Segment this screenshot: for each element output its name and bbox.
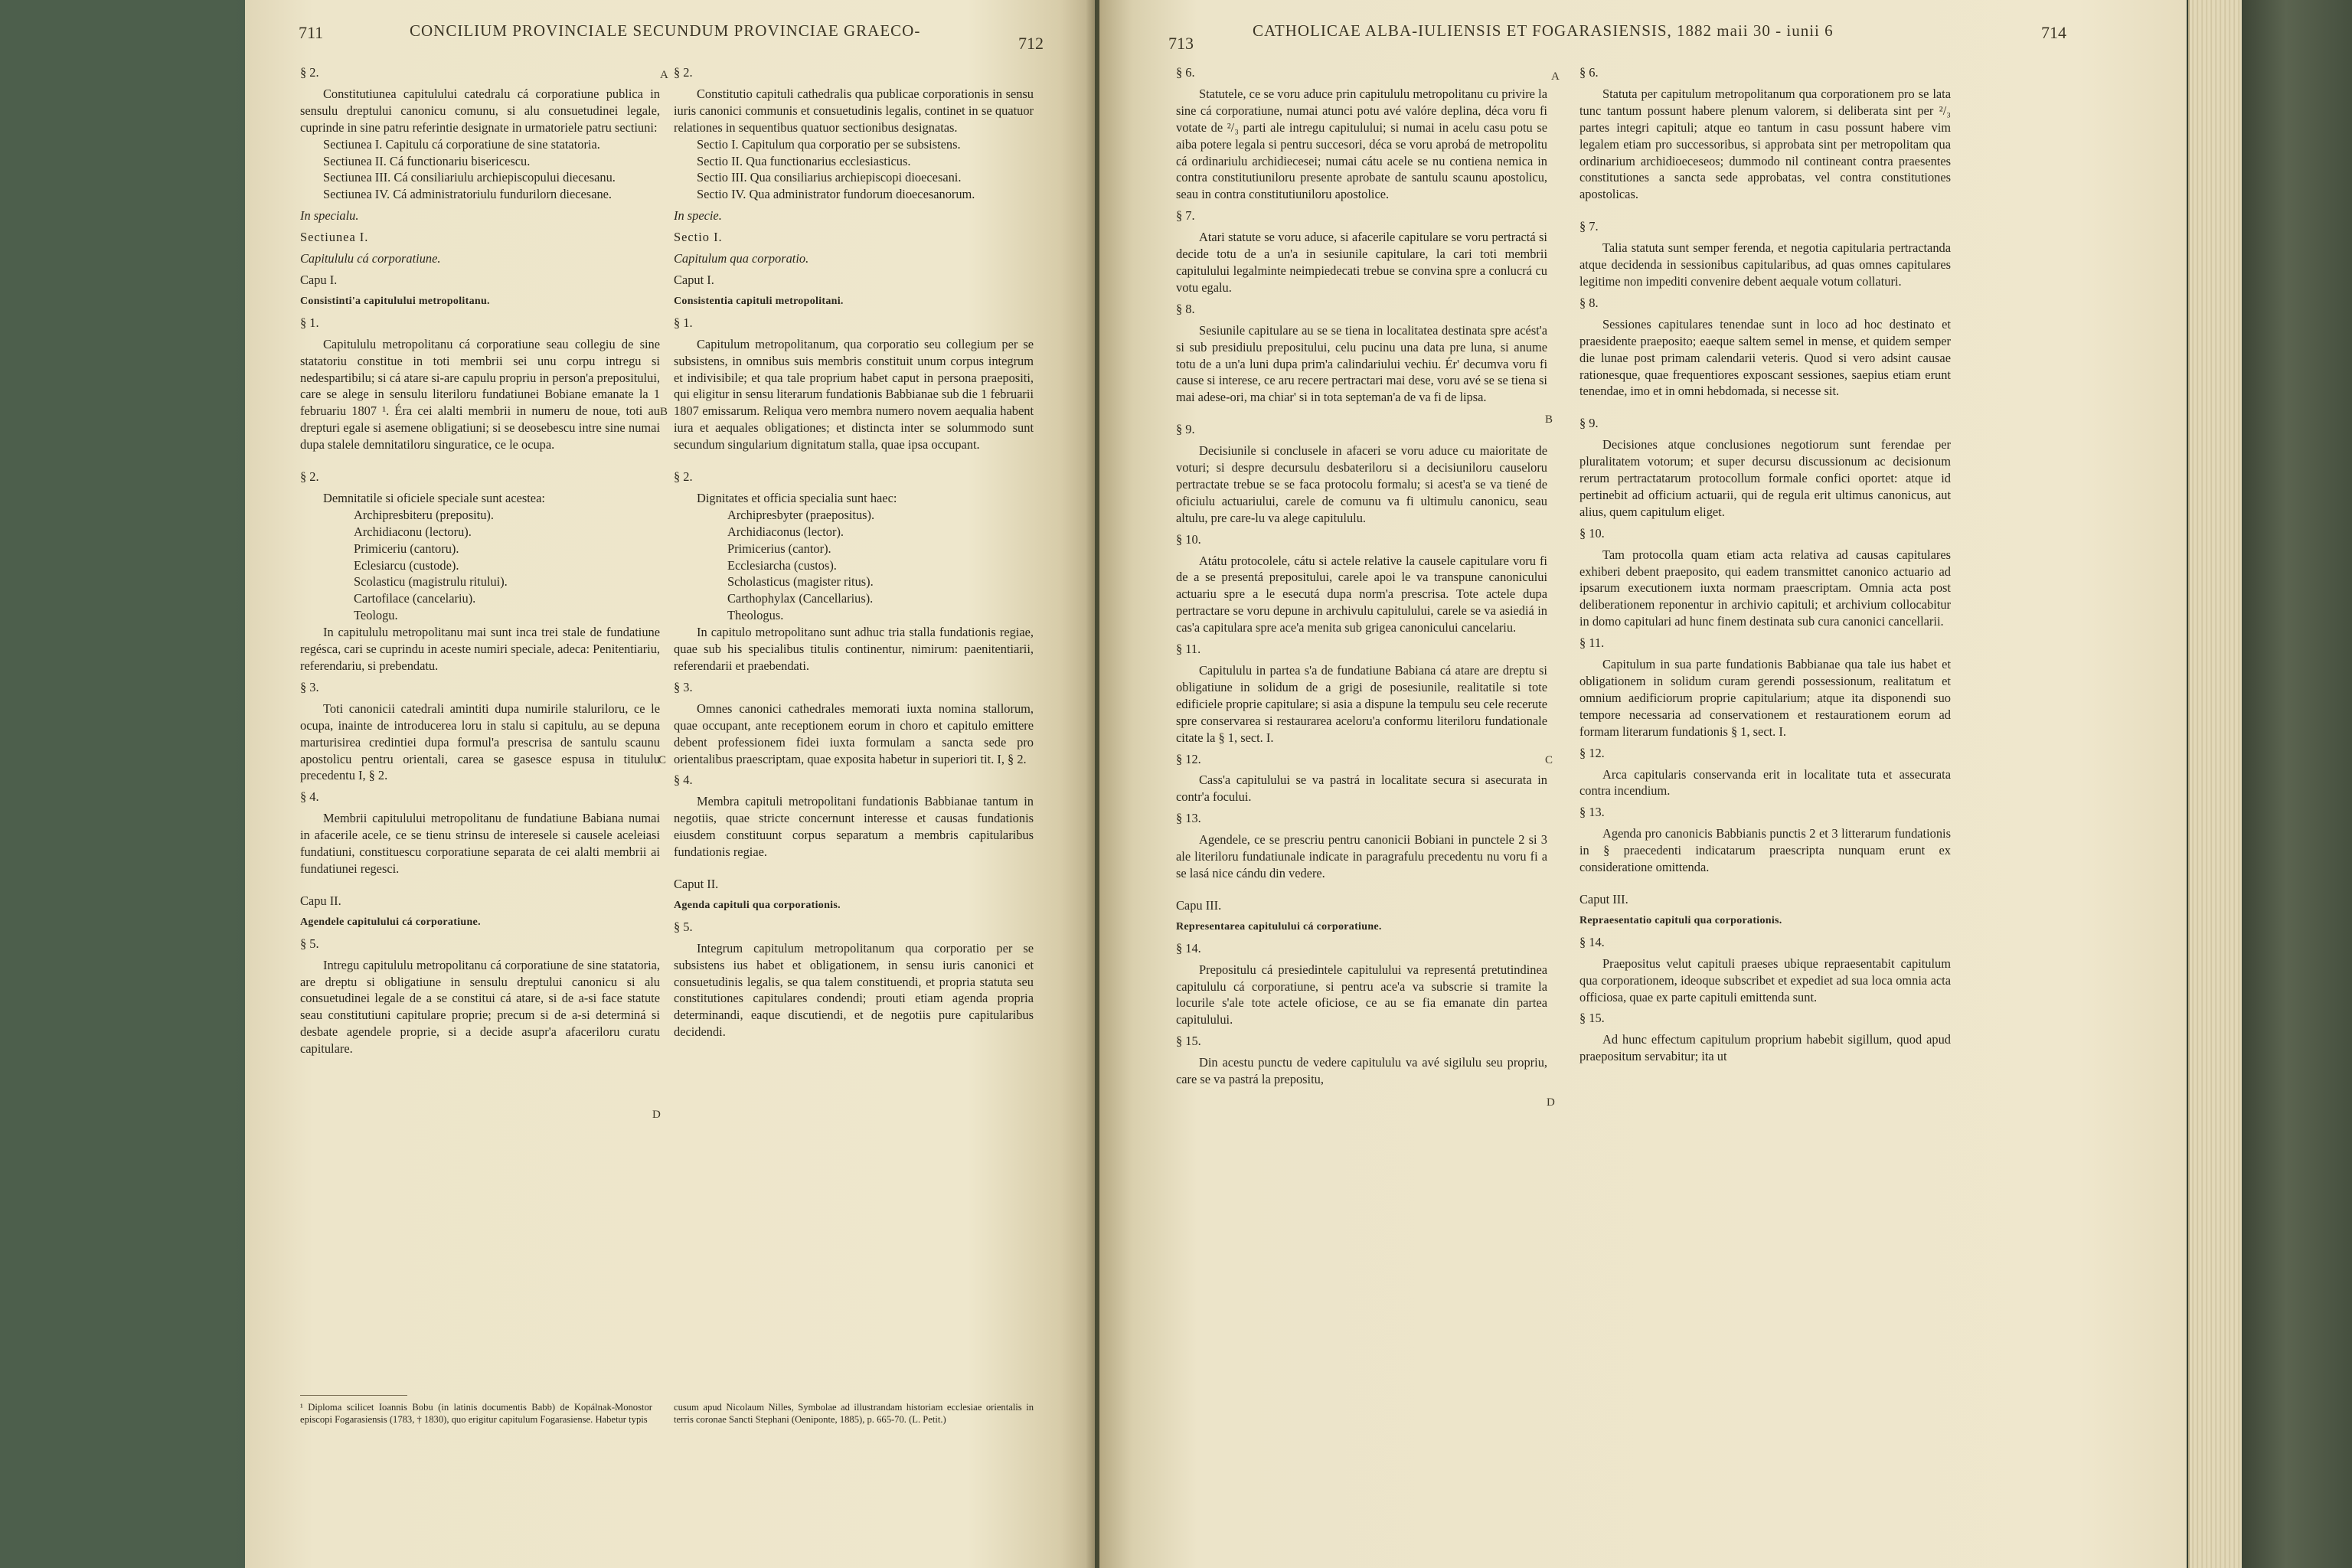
section-heading: § 3. xyxy=(674,679,693,694)
section-heading: § 15. xyxy=(1176,1034,1201,1049)
chapter-subtitle: Agendele capitulului cá corporatiune. xyxy=(300,916,481,928)
list-item: Theologus. xyxy=(727,608,784,623)
paragraph: Sectio II. Qua functionarius ecclesiasticus. xyxy=(697,153,911,168)
paragraph: Sectio IV. Qua administrator fundorum dioecesanorum. xyxy=(697,187,975,202)
paragraph: Sectiunea III. Cá consiliariulu archiepiscopului diecesanu. xyxy=(323,170,616,185)
paragraph: Omnes canonici cathedrales memorati iuxta nomina stallorum, quae occupant, ante receptionem eorum in choro et capitulo emittere debent professionem fidei iuxta formulam a sancta sede pro orientalibus praescriptam, quae exposita habetur in superiori tit. I, § 2. xyxy=(674,701,1034,766)
section-heading: § 14. xyxy=(1176,940,1201,956)
section-heading: § 8. xyxy=(1176,301,1195,316)
section-heading: Caput II. xyxy=(674,876,719,891)
margin-letter-b: B xyxy=(660,406,668,418)
section-heading: Caput III. xyxy=(1579,891,1628,906)
page-number-712: 712 xyxy=(1018,34,1044,53)
paragraph: Sesiunile capitulare au se se tiena in localitatea destinata spre acést'a si sub presidiulu prepositului, celu pucinu una data pre luna, si anume totu de a un'a luni dupa prim'a calindariului vechiu. Ér' decumva voru fi cause si interese, ce aru recere pertractari mai dese, voru avé se se tiena si mai adese-ori, ma chiar' si in tota septeman'a de va fi de lipsa. xyxy=(1176,322,1547,405)
list-item: Ecclesiarcha (custos). xyxy=(727,557,837,573)
paragraph: Sessiones capitulares tenendae sunt in loco ad hoc destinato et praesidente praeposito; eaeque saltem semel in mense, et quidem semper die lunae post primam calendarii veteris. Quod si vero adsint causae rationesque, quae frequentiores exposcant sessiones, saepius etiam erunt tenendae, imo et in omni hebdomada, si necesse sit. xyxy=(1579,316,1951,399)
section-heading: § 11. xyxy=(1579,635,1605,651)
section-heading: § 2. xyxy=(674,469,693,485)
section-heading: § 10. xyxy=(1579,525,1605,541)
paragraph: Talia statuta sunt semper ferenda, et negotia capitularia pertractanda atque decidenda in sessionibus capitularibus, ad quas omnes capitulares legitime non impediti convenire debent aequale votum collaturi. xyxy=(1579,240,1951,289)
list-item: Carthophylax (Cancellarius). xyxy=(727,591,874,606)
spacer xyxy=(1176,882,1547,893)
chapter-subtitle: Representarea capitulului cá corporatiune. xyxy=(1176,920,1382,933)
paragraph: Demnitatile si oficiele speciale sunt acestea: xyxy=(323,490,545,505)
paragraph: Tam protocolla quam etiam acta relativa ad causas capitulares exhiberi debent praeposito, qui eadem transmittet canonico actuario ad ipsarum executionem iuxta normam praescriptam. Omnia acta post deliberationem reponentur in archivio capituli; et archivium collocabitur in domo capitulari ad hunc finem destinata sub cura canonici cancellarii. xyxy=(1579,547,1951,629)
paragraph: In capitulo metropolitano sunt adhuc tria stalla fundationis regiae, quae sub his specialibus titulis continentur, nimirum: paenitentiarii, referendarii et praebendati. xyxy=(674,625,1034,673)
paragraph: Ad hunc effectum capitulum proprium habebit sigillum, quod apud praepositum servabitur; ita ut xyxy=(1579,1032,1951,1064)
page-edges xyxy=(2188,0,2243,1568)
section-heading: § 14. xyxy=(1579,934,1605,949)
section-heading: § 2. xyxy=(300,469,319,485)
section-heading: Capu I. xyxy=(300,272,338,287)
section-title: Sectio I. xyxy=(674,230,723,245)
paragraph: Constitutiunea capitulului catedralu cá corporatiune publica in sensulu dreptului canonicu comunu, si alu consuetudinei legale, cuprinde in sine patru referintie designate in urmatoriele patru sectiuni: xyxy=(300,86,660,135)
page-number-711: 711 xyxy=(299,23,324,42)
section-heading: § 5. xyxy=(300,936,319,951)
list-item: Eclesiarcu (custode). xyxy=(354,557,459,573)
section-heading: § 8. xyxy=(1579,295,1599,310)
section-heading: Capu III. xyxy=(1176,897,1222,913)
paragraph: Agenda pro canonicis Babbianis punctis 2 et 3 litterarum fundationis in § praecedenti indicatarum praescripta nunquam erunt ex consideratione omittenda. xyxy=(1579,826,1951,875)
left-page-romanian-column xyxy=(300,60,660,1057)
section-heading: § 6. xyxy=(1176,65,1195,80)
running-header-left: CONCILIUM PROVINCIALE SECUNDUM PROVINCIAE GRAECO- xyxy=(410,21,921,40)
footnote-right: cusum apud Nicolaum Nilles, Symbolae ad illustrandam historiam ecclesiae orientalis in terris coronae Sancti Stephani (Oeniponte, 1885), p. 665-70. (L. Petit.) xyxy=(674,1402,1034,1425)
section-heading: § 6. xyxy=(1579,65,1599,80)
right-page xyxy=(1099,0,2187,1568)
list-item: Scolasticu (magistrulu ritului). xyxy=(354,574,508,590)
paragraph: Statutele, ce se voru aduce prin capitululu metropolitanu cu privire la sine cá corporatiune, numai atunci potu avé valóre deplina, déca voru fi votate de ²/₃ parti ale intregu capitulului; si numai in acelu casu potu se aiba potere legala si pentru succesori, déca se voru aprobá de metropolitu cá ordinariulu archidiecesei; numai cátu acele se nu contiena nemica in contra constitutiuniloru presente aprobate de santulu scaunu apostolicu, seau in contra constitutiuniloru apostolice. xyxy=(1176,86,1547,202)
margin-letter-d: D xyxy=(1547,1096,1555,1109)
spacer xyxy=(1579,876,1951,887)
list-item: Primicerius (cantor). xyxy=(727,541,831,556)
paragraph: Integrum capitulum metropolitanum qua corporatio per se subsistens ius habet et obligationem, in sensu iuris canonici et consuetudinis legalis, se qua talem constituendi, et propria statuta seu constitutiones capitulares condendi; prouti etiam agenda propria determinandi, eaque discutiendi, et de negotiis pure capitularibus decidendi. xyxy=(674,940,1034,1040)
paragraph: Atari statute se voru aduce, si afacerile capitulare se voru pertractá si decide totu de a un'a in sesiunile capitulare, la cari toti membrii capitulului legalminte neimpiedecati trebue se convina spre a conlucrá cu votu egalu. xyxy=(1176,230,1547,295)
section-heading: § 4. xyxy=(300,789,319,805)
spacer xyxy=(300,453,660,464)
section-title: Sectiunea I. xyxy=(300,230,369,245)
spacer xyxy=(674,453,1034,464)
section-heading: § 4. xyxy=(674,773,693,788)
left-page xyxy=(245,0,1095,1568)
paragraph: Agendele, ce se prescriu pentru canonicii Bobiani in punctele 2 si 3 ale literiloru fundatiunale indicate in paragrafulu precedentu nu voru fi a se lasá nice cándu din vedere. xyxy=(1176,832,1547,880)
paragraph: Capitulum metropolitanum, qua corporatio seu collegium per se subsistens, in omnibus suis membris constituit unum corpus integrum et indivisibile; et qua tale proprium habet caput in persona praepositi, qui eligitur in sensu literarum fundationis Babbianae sub die 1 februarii 1807 emissarum. Reliqua vero membra numero novem aequalia habent iura et aequales obligationes; et distincta inter se solummodo sunt secundum singularium dignitatum stalla, quae ipsa occupant. xyxy=(674,336,1034,452)
section-heading: § 13. xyxy=(1176,811,1201,826)
paragraph: Toti canonicii catedrali amintiti dupa numirile staluriloru, ce le ocupa, inainte de introducerea loru in stalu si capitulu, au se depuna marturisirea credintiei dupa formul'a prescrisa de santulu scaunu apostolicu pentru orientali, carea se gasesce espusa in titululu precedentu I, § 2. xyxy=(300,701,660,783)
list-item: Archidiaconu (lectoru). xyxy=(354,524,472,539)
book-cover-board xyxy=(2242,0,2352,1568)
list-item: Archidiaconus (lector). xyxy=(727,524,844,539)
paragraph: Sectiunea II. Cá functionariu bisericescu. xyxy=(323,153,531,168)
margin-letter-d: D xyxy=(652,1109,661,1121)
section-heading: § 11. xyxy=(1176,642,1201,657)
section-heading: Capu II. xyxy=(300,893,341,908)
paragraph: Decisiones atque conclusiones negotiorum sunt ferendae per pluralitatem votorum; et super decursu discussionum ac decisionum rerum pertractatarum protocollum formale confici oportet: atque id pertinebit ad officium actuarii, qui de regula erit ultimus canonicus, aut alius, quem capitulum eliget. xyxy=(1579,437,1951,519)
section-heading: § 2. xyxy=(674,65,693,80)
paragraph: Decisiunile si conclusele in afaceri se voru aduce cu maioritate de voturi; si despre decursulu desbateriloru si a decisiuniloru causeloru pertractate trebue se se faca protocolu formalu; si acest'a se va tiené de oficiulu actuariului, carele de comunu va fi ultimulu canonicu, seau altulu, pre care-lu va alege capitululu. xyxy=(1176,443,1547,525)
paragraph: Arca capitularis conservanda erit in localitate tuta et assecurata contra incendium. xyxy=(1579,766,1951,799)
right-page-latin-column xyxy=(1579,60,1951,1065)
list-item: Primiceriu (cantoru). xyxy=(354,541,459,556)
paragraph: Capitululu in partea s'a de fundatiune Babiana cá atare are dreptu si obligatiune in solidum de a grigi de posesiunile, realitatile si tote edificiele proprie capitulare; si asia a dispune la tempulu seu cele recerute spre conservarea si restaurarea aceloru'a conformu literiloru fundationale citate la § 1, sect. I. xyxy=(1176,663,1547,745)
chapter-subtitle: Repraesentatio capituli qua corporationis. xyxy=(1579,914,1782,926)
section-heading: § 9. xyxy=(1579,416,1599,431)
paragraph: Sectio III. Qua consiliarius archiepiscopi dioecesani. xyxy=(697,170,962,185)
italic-heading: Capitulum qua corporatio. xyxy=(674,251,809,266)
right-page-romanian-column xyxy=(1176,60,1547,1088)
footnote-left: ¹ Diploma scilicet Ioannis Bobu (in latinis documentis Babb) de Kopálnak-Monostor episcopi Fogarasiensis (1783, † 1830), quo erigitur capitulum Fogarasiense. Habetur typis xyxy=(300,1402,652,1425)
paragraph: Membrii capitulului metropolitanu de fundatiune Babiana numai in afacerile acele, ce se tienu strinsu de interesele si causele aceleiasi fundatiuni, constituescu corporatiune separata de cei alalti membrii ai fundatiunei regesci. xyxy=(300,811,660,876)
section-heading: § 1. xyxy=(300,315,319,330)
section-heading: § 9. xyxy=(1176,422,1195,437)
paragraph: Praepositus velut capituli praeses ubique repraesentabit capitulum qua corporationem, ideoque subscribet et expediet ad sua loca omnia acta officiosa, quae ex parte capituli emittenda sunt. xyxy=(1579,956,1951,1004)
section-heading: § 5. xyxy=(674,919,693,934)
paragraph: Sectio I. Capitulum qua corporatio per se subsistens. xyxy=(697,136,961,152)
italic-heading: In specialu. xyxy=(300,208,359,224)
section-heading: § 15. xyxy=(1579,1011,1605,1026)
paragraph: In capitululu metropolitanu mai sunt inca trei stale de fundatiune regésca, cari se cuprindu in aceste numiri speciale, adeca: Penitentiariu, referendariu, si prebendatu. xyxy=(300,625,660,673)
italic-heading: In specie. xyxy=(674,208,722,224)
italic-heading: Capitululu cá corporatiune. xyxy=(300,251,441,266)
section-heading: § 1. xyxy=(674,315,693,330)
paragraph: Constitutio capituli cathedralis qua publicae corporationis in sensu iuris canonici communis et consuetudinis legalis, continet in se quatuor relationes in sequentibus quatuor sectionibus designatas. xyxy=(674,86,1034,135)
list-item: Archipresbiteru (prepositu). xyxy=(354,507,494,522)
margin-letter-c: C xyxy=(1545,754,1553,766)
paragraph: Din acestu punctu de vedere capitululu va avé sigilulu seu propriu, care se va pastrá la prepositu, xyxy=(1176,1055,1547,1087)
page-number-713: 713 xyxy=(1168,34,1194,53)
section-heading: § 7. xyxy=(1176,208,1195,224)
list-item: Cartofilace (cancelariu). xyxy=(354,591,476,606)
running-header-right: CATHOLICAE ALBA-IULIENSIS ET FOGARASIENSIS, 1882 maii 30 - iunii 6 xyxy=(1253,21,1834,40)
paragraph: Capitulum in sua parte fundationis Babbianae qua tale ius habet et obligationem in solidum curam gerendi possessionum, realitatum et omnium aedificiorum proprie capitularium; atque ita disponendi suo tempore necessaria ad conservationem et restaurationem eorum ad formam literarum fundationis § 1, sect. I. xyxy=(1579,657,1951,739)
left-page-latin-column xyxy=(674,60,1034,1040)
section-heading: § 12. xyxy=(1176,751,1201,766)
margin-letter-c: C xyxy=(658,754,667,766)
paragraph: Sectiunea I. Capitulu cá corporatiune de sine statatoria. xyxy=(323,136,600,152)
paragraph: Cass'a capitulului se va pastrá in localitate secura si asecurata in contr'a focului. xyxy=(1176,773,1547,805)
paragraph: Intregu capitululu metropolitanu cá corporatiune de sine statatoria, are dreptu si obligatiune in sensulu dreptului canonicu si alu consuetudinei legale de a se constitui cá atare, si de a-si face statute seau constitutiuni capitulare proprie; precum si de a-si determiná si desbate agendele proprie, si a decide asupr'a afaceriloru curatu capitulare. xyxy=(300,957,660,1057)
list-item: Scholasticus (magister ritus). xyxy=(727,574,874,590)
paragraph: Membra capituli metropolitani fundationis Babbianae tantum in negotiis, quae stricte concernunt interesse et causas fundationis eiusdem constituunt corpus separatum a membris capitularibus fundationis regiae. xyxy=(674,794,1034,860)
paragraph: Atátu protocolele, cátu si actele relative la causele capitulare voru fi de a se presentá prepositului, carele apoi le va transpune canonicului actuariu spre a le esecutá dupa norm'a prescrisa. Tote actele dupa pertractare se voru depune in archivulu capitulului, carele se va asiediá in cas'a capitulara spre ace'a menita sub grigea canonicului cancelariu. xyxy=(1176,553,1547,635)
section-heading: § 7. xyxy=(1579,219,1599,234)
paragraph: Dignitates et officia specialia sunt haec: xyxy=(697,490,897,505)
spacer xyxy=(1579,203,1951,214)
section-heading: Caput I. xyxy=(674,272,714,287)
list-item: Teologu. xyxy=(354,608,398,623)
section-heading: § 13. xyxy=(1579,805,1605,820)
chapter-subtitle: Consistentia capituli metropolitani. xyxy=(674,295,844,307)
list-item: Archipresbyter (praepositus). xyxy=(727,507,875,522)
chapter-subtitle: Consistinti'a capitulului metropolitanu. xyxy=(300,295,490,307)
spacer xyxy=(300,877,660,888)
section-heading: § 10. xyxy=(1176,531,1201,547)
section-heading: § 2. xyxy=(300,65,319,80)
footnote-rule xyxy=(300,1395,407,1396)
chapter-subtitle: Agenda capituli qua corporationis. xyxy=(674,899,841,911)
page-number-714: 714 xyxy=(2041,23,2066,42)
spacer xyxy=(1579,400,1951,410)
paragraph: Statuta per capitulum metropolitanum qua corporationem pro se lata tunc tantum possunt habere plenum valorem, si deliberata sint per ²/₃ partes integri capituli; atque eo tantum in casu possunt habere vim legalem etiam pro successoribus, si approbata sint per metropolitam qua ordinarium archidioeceseos; dummodo nil contineant contra praesentes constitutiones a sancta sede approbatas, vel contra constitutiones apostolicas. xyxy=(1579,86,1951,202)
spacer xyxy=(674,861,1034,871)
paragraph: Sectiunea IV. Cá administratoriulu fundurilorn diecesane. xyxy=(323,187,612,202)
section-heading: § 12. xyxy=(1579,745,1605,760)
section-heading: § 3. xyxy=(300,679,319,694)
margin-letter-a: A xyxy=(1551,70,1560,83)
paragraph: Prepositulu cá presiedintele capitulului va representá pretutindinea capitululu cá corporatiune, si pentru ace'a va subscrie si tramite la locurile s'ale tote actele oficiose, ce au se fia emanate din partea capitulului. xyxy=(1176,962,1547,1027)
spacer xyxy=(1176,406,1547,416)
paragraph: Capitululu metropolitanu cá corporatiune seau collegiu de sine statatoriu constitue in toti membrii sei unu corpu intregu si nedespartibilu; si cá atare si-are capulu propriu in person'a prepositului, care se alege in sensulu literiloru fundatiunei Bobiane emanate la 1 februariu 1807 ¹. Éra cei alalti membrii in numeru de noue, toti au drepturi egale si asemene obligatiuni; si se deosebescu intre sine numai dupa stalele demnitatiloru singuratice, ce le ocupa. xyxy=(300,336,660,452)
margin-letter-a: A xyxy=(660,69,668,81)
margin-letter-b: B xyxy=(1545,413,1553,426)
